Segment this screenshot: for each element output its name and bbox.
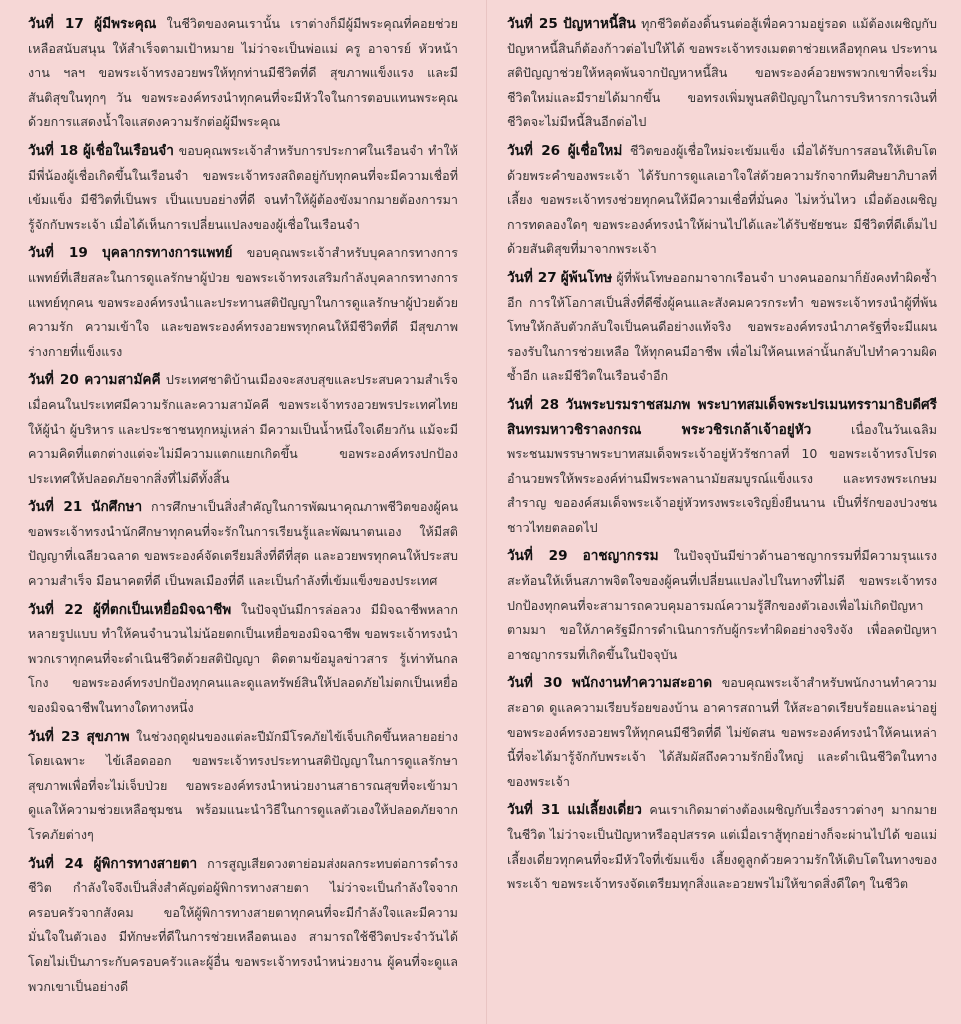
prayer-entry-day-18 bbox=[28, 139, 458, 237]
prayer-entry-day-23 bbox=[28, 725, 458, 848]
entry-day: วันที่ 17 bbox=[28, 16, 84, 32]
entry-day: วันที่ 18 bbox=[28, 142, 79, 159]
entry-body: ผู้ที่พ้นโทษออกมาจากเรือนจำ บางคนออกมาก็ยังคงทำผิดซ้ำอีก การให้โอกาสเป็นสิ่งที่ดีซึ่งผู้คนและสังคมควรกระทำ ขอพระเจ้าทรงนำผู้ที่พ้นโทษให้กลับตัวกลับใจเป็นคนดีอย่างแท้จริง ขอพระองค์ทรงนำภาครัฐที่จะมีแผนรองรับในการช่วยเหลือ ให้ทุกคนมีอาชีพ เพื่อไม่ให้คนเหล่านั้นกลับไปทำความผิดซ้ำอีก และมีชีวิตในเรือนจำอีก bbox=[507, 269, 937, 384]
entry-day: วันที่ 22 bbox=[28, 601, 84, 618]
entry-day: วันที่ 24 bbox=[28, 855, 84, 872]
entry-body: ประเทศชาติบ้านเมืองจะสงบสุขและประสบความสำเร็จเมื่อคนในประเทศมีความรักและความสามัคคี ขอพระเจ้าทรงอวยพรประเทศไทยให้ผู้นำ ผู้บริหาร และประชาชนทุกหมู่เหล่า มีความเป็นน้ำหนึ่งใจเดียวกัน แม้จะมีความคิดที่แตกต่างแต่จะไม่มีความแตกแยกเกิดขึ้น ขอพระองค์ทรงปกป้องประเทศให้ปลอดภัยจากสิ่งที่ไม่ดีทั้งสิ้น bbox=[28, 372, 458, 486]
entry-day: วันที่ 19 bbox=[28, 245, 88, 262]
entry-day: วันที่ 31 bbox=[507, 802, 561, 819]
prayer-entry-day-26 bbox=[507, 139, 937, 262]
column-divider bbox=[486, 0, 487, 1024]
entry-body: เนื่องในวันเฉลิมพระชนมพรรษาพระบาทสมเด็จพระเจ้าอยู่หัวรัชกาลที่ 10 ขอพระเจ้าทรงโปรดอำนวยพรให้พระองค์ท่านมีพระพลานามัยสมบูรณ์แข็งแรง และทรงพระเกษมสำราญ ขอองค์สมเด็จพระเจ้าอยู่หัวทรงพระเจริญยิ่งยืนนาน เป็นที่รักของปวงชนชาวไทยตลอดไป bbox=[507, 421, 937, 535]
entry-body: ชีวิตของผู้เชื่อใหม่จะเข้มแข็ง เมื่อได้รับการสอนให้เติบโตด้วยพระคำของพระเจ้า ได้รับการดูแลเอาใจใส่ด้วยความรักจากทีมศิษยาภิบาลที่เลี้ยง ขอพระเจ้าทรงช่วยทุกคนให้มีความเชื่อที่มั่นคง ไม่หวั่นไหว เมื่อต้องเผชิญการทดลองใดๆ ขอพระองค์ทรงนำให้ผ่านไปได้และได้รับชัยชนะ มีชีวิตที่ดีเต็มไปด้วยสันติสุขที่มาจากพระเจ้า bbox=[507, 142, 937, 257]
prayer-entry-day-22 bbox=[28, 598, 458, 721]
prayer-entry-day-19 bbox=[28, 241, 458, 364]
entry-day: วันที่ 25 bbox=[507, 16, 558, 32]
entry-day: วันที่ 27 bbox=[507, 269, 557, 286]
entry-body: ในปัจจุบันมีข่าวด้านอาชญากรรมที่มีความรุนแรง สะท้อนให้เห็นสภาพจิตใจของผู้คนที่เปลี่ยนแปลงไปในทางที่ไม่ดี ขอพระเจ้าทรงปกป้องทุกคนที่จะสามารถควบคุมอารมณ์ความรู้สึกของตัวเองเพื่อไม่เกิดปัญหาตามมา ขอให้ภาครัฐมีการดำเนินการกับผู้กระทำผิดอย่างจริงจัง เพื่อลดปัญหาอาชญากรรมที่เกิดขึ้นในปัจจุบัน bbox=[507, 548, 937, 662]
entry-title: ปัญหาหนี้สิน bbox=[563, 16, 636, 32]
entry-body: ในปัจจุบันมีการล่อลวง มีมิจฉาชีพหลากหลายรูปแบบ ทำให้คนจำนวนไม่น้อยตกเป็นเหยื่อของมิจฉาชีพ ขอพระเจ้าทรงนำพวกเราทุกคนที่จะดำเนินชีวิตด้วยสติปัญญา ติดตามข้อมูลข่าวสาร รู้เท่าทันกลโกง ขอพระองค์ทรงปกป้องทุกคนและดูแลทรัพย์สินให้ปลอดภัยไม่ตกเป็นเหยื่อของมิจฉาชีพในทางใดทางหนึ่ง bbox=[28, 601, 458, 716]
prayer-entry-day-20 bbox=[28, 368, 458, 491]
entry-title: สุขภาพ bbox=[86, 728, 130, 745]
entry-day: วันที่ 28 bbox=[507, 396, 560, 413]
entry-body: ขอบคุณพระเจ้าสำหรับบุคลากรทางการแพทย์ที่เสียสละในการดูแลรักษาผู้ป่วย ขอพระเจ้าทรงเสริมกำลังบุคลากรทางการแพทย์ทุกคน ขอพระองค์ทรงนำและประทานสติปัญญาในการดูแลรักษาผู้ป่วยด้วยความรัก ความเข้าใจ และขอพระองค์ทรงอวยพรทุกคนให้มีชีวิตที่ดี มีสุขภาพร่างกายที่แข็งแรง bbox=[28, 245, 458, 359]
entry-title: วันพระบรมราชสมภพ พระบาทสมเด็จพระปรเมนทรรามาธิบดีศรีสินทรมหาวชิราลงกรณ พระวชิรเกล้าเจ้าอยู่หัว bbox=[507, 396, 937, 438]
prayer-entry-day-25 bbox=[507, 12, 937, 135]
prayer-entry-day-30 bbox=[507, 671, 937, 794]
prayer-entry-day-21 bbox=[28, 495, 458, 593]
entry-body: ทุกชีวิตต้องดิ้นรนต่อสู้เพื่อความอยู่รอด แม้ต้องเผชิญกับปัญหาหนี้สินก็ต้องก้าวต่อไปให้ได้ ขอพระเจ้าทรงเมตตาช่วยเหลือทุกคน ประทานสติปัญญาช่วยให้หลุดพ้นจากปัญหาหนี้สิน ขอพระองค์อวยพรพวกเขาที่จะเริ่มชีวิตใหม่และมีรายได้มากขึ้น ขอทรงเพิ่มพูนสติปัญญาในการบริหารการเงินที่ชีวิตจะไม่มีหนี้สินอีกต่อไป bbox=[507, 16, 937, 130]
entry-body: ขอบคุณพระเจ้าสำหรับการประกาศในเรือนจำ ทำให้มีพี่น้องผู้เชื่อเกิดขึ้นในเรือนจำ ขอพระเจ้าทรงสถิตอยู่กับทุกคนที่จะมีความเชื่อที่เข้มแข็ง มีชีวิตที่เป็นพร เป็นแบบอย่างที่ดี จนทำให้ผู้ต้องขังมากมายต้องการมารู้จักกับพระเจ้า เมื่อได้เห็นการเปลี่ยนแปลงของผู้เชื่อในเรือนจำ bbox=[28, 142, 458, 232]
entry-title: บุคลากรทางการแพทย์ bbox=[102, 245, 233, 262]
entry-title: ผู้เชื่อในเรือนจำ bbox=[82, 142, 174, 159]
entry-title: นักศึกษา bbox=[91, 499, 143, 516]
entry-day: วันที่ 21 bbox=[28, 499, 83, 516]
prayer-entry-day-17 bbox=[28, 12, 458, 135]
entry-day: วันที่ 30 bbox=[507, 675, 563, 692]
entry-title: ผู้มีพระคุณ bbox=[94, 16, 157, 32]
entry-title: ผู้ที่ตกเป็นเหยื่อมิจฉาชีพ bbox=[92, 601, 232, 618]
entry-day: วันที่ 20 bbox=[28, 372, 79, 389]
left-column bbox=[28, 12, 458, 1003]
entry-title: อาชญากรรม bbox=[582, 548, 659, 565]
prayer-entry-day-27 bbox=[507, 266, 937, 389]
prayer-entry-day-29 bbox=[507, 544, 937, 667]
prayer-entry-day-24 bbox=[28, 852, 458, 1000]
entry-day: วันที่ 23 bbox=[28, 728, 81, 745]
entry-title: แม่เลี้ยงเดี่ยว bbox=[567, 802, 642, 819]
entry-title: ผู้พ้นโทษ bbox=[560, 269, 613, 286]
entry-body: การสูญเสียดวงตาย่อมส่งผลกระทบต่อการดำรงชีวิต กำลังใจจึงเป็นสิ่งสำคัญต่อผู้พิการทางสายตา ไม่ว่าจะเป็นกำลังใจจากครอบครัวจากสังคม ขอให้ผู้พิการทางสายตาทุกคนที่จะมีกำลังใจและมีความมั่นใจในตัวเอง มีทักษะที่ดีในการช่วยเหลือตนเอง สามารถใช้ชีวิตประจำวันได้โดยไม่เป็นภาระกับครอบครัวและผู้อื่น ขอพระเจ้าทรงนำหน่วยงาน ผู้คนที่จะดูแลพวกเขาเป็นอย่างดี bbox=[28, 855, 458, 994]
entry-body: คนเราเกิดมาต่างต้องเผชิญกับเรื่องราวต่างๆ มากมายในชีวิต ไม่ว่าจะเป็นปัญหาหรืออุปสรรค แต่เมื่อเราสู้ทุกอย่างก็จะผ่านไปได้ ขอแม่เลี้ยงเดี่ยวทุกคนที่จะมีหัวใจที่เข้มแข็ง เลี้ยงดูลูกด้วยความรักให้เติบโตในทางของพระเจ้า ขอพระเจ้าทรงจัดเตรียมทุกสิ่งและอวยพรไม่ให้ขาดสิ่งดีใดๆ ในชีวิต bbox=[507, 802, 937, 892]
entry-title: ผู้เชื่อใหม่ bbox=[567, 142, 623, 159]
entry-title: พนักงานทำความสะอาด bbox=[571, 675, 713, 692]
entry-title: ความสามัคคี bbox=[84, 372, 161, 389]
entry-body: ในช่วงฤดูฝนของแต่ละปีมักมีโรคภัยไข้เจ็บเกิดขึ้นหลายอย่าง โดยเฉพาะ ไข้เลือดออก ขอพระเจ้าทรงประทานสติปัญญาในการดูแลรักษาสุขภาพเพื่อที่จะไม่เจ็บป่วย ขอพระองค์ทรงนำหน่วยงานสาธารณสุขที่จะเข้ามาดูแลให้ความช่วยเหลือชุมชน พร้อมแนะนำวิธีในการดูแลตัวเองให้ปลอดภัยจากโรคภัยต่างๆ bbox=[28, 728, 458, 842]
entry-title: ผู้พิการทางสายตา bbox=[93, 855, 198, 872]
entry-day: วันที่ 29 bbox=[507, 548, 568, 565]
entry-body: การศึกษาเป็นสิ่งสำคัญในการพัฒนาคุณภาพชีวิตของผู้คน ขอพระเจ้าทรงนำนักศึกษาทุกคนที่จะรักในการเรียนรู้และพัฒนาตนเอง ให้มีสติปัญญาที่เฉลียวฉลาด ขอพระองค์จัดเตรียมสิ่งที่ดีที่สุด และอวยพรทุกคนให้ประสบความสำเร็จ มีอนาคตที่ดี เป็นพลเมืองที่ดี และเป็นกำลังที่เข้มแข็งของประเทศ bbox=[28, 499, 458, 589]
entry-body: ในชีวิตของคนเรานั้น เราต่างก็มีผู้มีพระคุณที่คอยช่วยเหลือสนับสนุน ให้สำเร็จตามเป้าหมาย ไม่ว่าจะเป็นพ่อแม่ ครู อาจารย์ หัวหน้างาน ฯลฯ ขอพระเจ้าทรงอวยพรให้ทุกท่านมีชีวิตที่ดี สุขภาพแข็งแรง และมีสันติสุขในทุกๆ วัน ขอพระองค์ทรงนำทุกคนที่จะมีหัวใจในการตอบแทนพระคุณ ด้วยการแสดงน้ำใจแสดงความรักต่อผู้มีพระคุณ bbox=[28, 16, 458, 130]
entry-day: วันที่ 26 bbox=[507, 142, 561, 159]
entry-body: ขอบคุณพระเจ้าสำหรับพนักงานทำความสะอาด ดูแลความเรียบร้อยของบ้าน อาคารสถานที่ ให้สะอาดเรียบร้อยและน่าอยู่ ขอพระองค์ทรงอวยพรให้ทุกคนมีชีวิตที่ดี ไม่ขัดสน ขอพระองค์ทรงนำให้คนเหล่านี้ที่จะได้มารู้จักกับพระเจ้า ได้สัมผัสถึงความรักยิ่งใหญ่ และดำเนินชีวิตในทางของพระเจ้า bbox=[507, 675, 937, 789]
prayer-entry-day-28 bbox=[507, 393, 937, 541]
right-column bbox=[507, 12, 937, 901]
prayer-entry-day-31 bbox=[507, 798, 937, 896]
